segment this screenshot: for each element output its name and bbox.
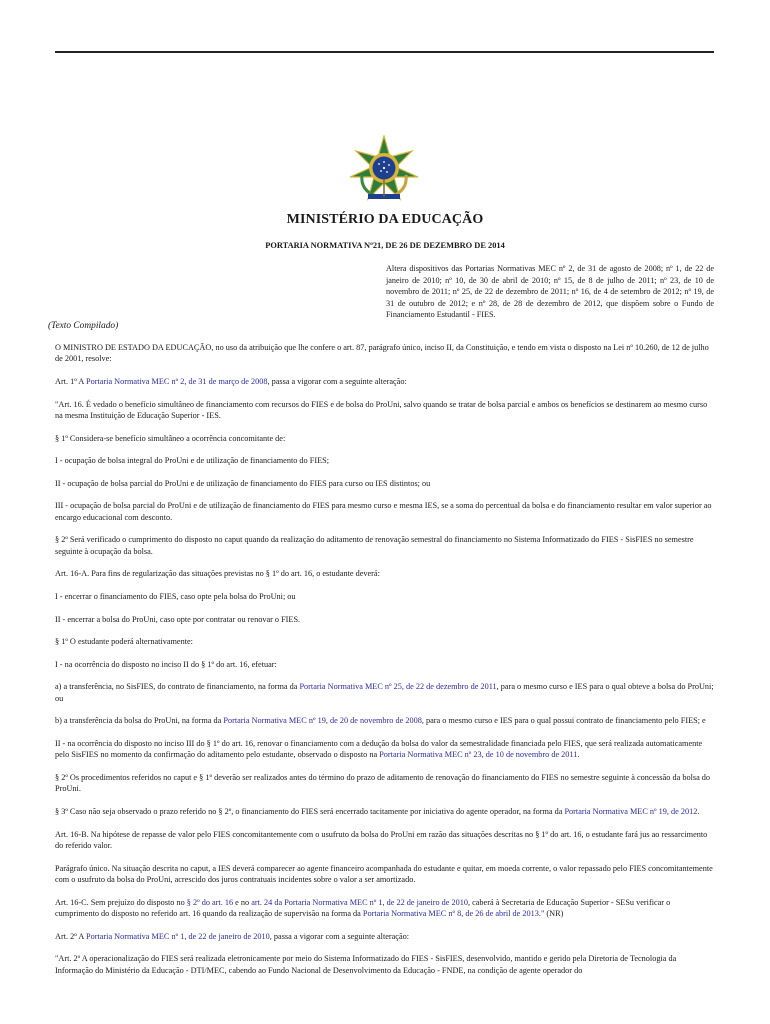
paragraph-16a-p1-inciso-i: I - na ocorrência do disposto no inciso II do § 1º do art. 16, efetuar: bbox=[55, 659, 277, 669]
top-rule bbox=[55, 51, 714, 53]
text-segment: , passa a vigorar com a seguinte alteração: bbox=[269, 931, 410, 941]
paragraph-16a-p3 bbox=[55, 806, 714, 817]
paragraph-16a-inciso-i: I - encerrar o financiamento do FIES, caso opte pela bolsa do ProUni; ou bbox=[55, 591, 296, 601]
paragraph-16a-p1-inciso-ii bbox=[55, 738, 714, 761]
paragraph-16b-sole: Parágrafo único. Na situação descrita no caput, a IES deverá comparecer ao agente financeiro acompanhada do estudante e quitar, em moeda corrente, o valor repassado pelo FIES concomitantemente com o usufruto da bolsa do ProUni, acrescido dos juros contratuais incidentes sobre o valor a ser amortizado. bbox=[55, 863, 713, 884]
paragraph-alinea-b bbox=[55, 715, 714, 726]
text-segment: . bbox=[697, 806, 700, 816]
text-segment: , caberá à Secretaria de Educação Superior - SESu verificar o cumprimento do disposto no referido art. 16 quando da realização de supervisão na forma da bbox=[55, 897, 671, 918]
paragraph-art-1 bbox=[55, 376, 714, 387]
paragraph-art-16-p2: § 2º Será verificado o cumprimento do disposto no caput quando da realização do aditamento de renovação semestral do financiamento no Sistema Informatizado do FIES - SisFIES no semestre seguinte à ocupação da bolsa. bbox=[55, 535, 694, 556]
link-portaria-2-2008[interactable]: Portaria Normativa MEC nº 2, de 31 de março de 2008 bbox=[85, 377, 268, 386]
link-portaria-25-2011[interactable]: Portaria Normativa MEC nº 25, de 22 de dezembro de 2011 bbox=[299, 682, 497, 692]
text-segment: . bbox=[577, 750, 580, 760]
paragraph-inciso-ii: II - ocupação de bolsa parcial do ProUni e de utilização de financiamento do FIES para curso ou IES distintos; ou bbox=[55, 478, 431, 488]
page-title: MINISTÉRIO DA EDUCAÇÃO bbox=[286, 212, 484, 227]
paragraph-preamble: O MINISTRO DE ESTADO DA EDUCAÇÃO, no uso da atribuição que lhe confere o art. 87, parágrafo único, inciso II, da Constituição, e tendo em vista o disposto na Lei nº 10.260, de 12 de julho de 2001, resolve: bbox=[55, 343, 709, 364]
paragraph-art-16-p1: § 1º Considera-se benefício simultâneo a ocorrência concomitante de: bbox=[55, 433, 286, 443]
document-body bbox=[55, 342, 714, 987]
text-segment: ." (NR) bbox=[538, 908, 564, 918]
link-portaria-23-2011[interactable]: Portaria Normativa MEC nº 23, de 10 de novembro de 2011 bbox=[379, 750, 578, 760]
link-art-16-p2[interactable]: § 2º do art. 16 bbox=[186, 897, 234, 907]
text-segment: Art. 1º A bbox=[55, 377, 86, 386]
paragraph-inciso-iii: III - ocupação de bolsa parcial do ProUni e de utilização de financiamento do FIES para mesmo curso e mesma IES, se a soma do percentual da bolsa e do financiamento resultar em valor superior ao encargo educacional com desconto. bbox=[55, 501, 712, 522]
ordinance-title: PORTARIA NORMATIVA Nº21, DE 26 DE DEZEMBRO DE 2014 bbox=[265, 241, 505, 250]
paragraph-art-16c bbox=[55, 897, 714, 920]
text-segment: , passa a vigorar com a seguinte alteração: bbox=[267, 377, 407, 386]
text-segment: a) a transferência, no SisFIES, do contrato de financiamento, na forma da bbox=[55, 682, 300, 692]
paragraph-alinea-a bbox=[55, 681, 714, 704]
link-portaria-1-2010[interactable]: Portaria Normativa MEC nº 1, de 22 de janeiro de 2010 bbox=[85, 931, 270, 941]
paragraph-inciso-i: I - ocupação de bolsa integral do ProUni e de utilização de financiamento do FIES; bbox=[55, 456, 329, 466]
text-segment: e no bbox=[233, 897, 252, 907]
link-art-24-portaria-1-2010[interactable]: art. 24 da Portaria Normativa MEC nº 1, de 22 de janeiro de 2010 bbox=[251, 897, 468, 907]
paragraph-art-16a: Art. 16-A. Para fins de regularização das situações previstas no § 1º do art. 16, o estudante deverá: bbox=[55, 569, 380, 579]
paragraph-art-16: "Art. 16. É vedado o benefício simultâneo de financiamento com recursos do FIES e de bolsa do ProUni, salvo quando se tratar de bolsa parcial e ambos os benefícios se destinarem ao mesmo curso na mesma Instituição de Educação Superior - IES. bbox=[55, 399, 708, 420]
paragraph-art-2-quote: "Art. 2º A operacionalização do FIES será realizada eletronicamente por meio do Sistema Informatizado do FIES - SisFIES, desenvolvido, mantido e gerido pela Diretoria de Tecnologia da Informação do Ministério da Educação - DTI/MEC, cabendo ao Fundo Nacional de Desenvolvimento da Educação - FNDE, na condição de agente operador do bbox=[55, 954, 677, 975]
link-portaria-19-2012[interactable]: Portaria Normativa MEC nº 19, de 2012 bbox=[564, 806, 698, 816]
paragraph-art-2 bbox=[55, 931, 714, 942]
compiled-text-note: (Texto Compilado) bbox=[48, 321, 119, 331]
text-segment: , para o mesmo curso e IES para o qual possui contrato de financiamento pelo FIES; e bbox=[421, 716, 706, 726]
link-portaria-8-2013[interactable]: Portaria Normativa MEC nº 8, de 26 de abril de 2013 bbox=[362, 908, 539, 918]
text-segment: Art. 2º A bbox=[55, 931, 86, 941]
paragraph-16a-inciso-ii: II - encerrar a bolsa do ProUni, caso opte por contratar ou renovar o FIES. bbox=[55, 614, 301, 624]
text-segment: Art. 16-C. Sem prejuízo do disposto no bbox=[55, 897, 187, 907]
paragraph-16a-p1: § 1º O estudante poderá alternativamente: bbox=[55, 637, 193, 647]
paragraph-16a-p2: § 2º Os procedimentos referidos no caput e § 1º deverão ser realizados antes do término do prazo de aditamento de renovação do financiamento do FIES no semestre seguinte à concessão da bolsa do ProUni. bbox=[55, 772, 711, 794]
text-segment: § 3º Caso não seja observado o prazo referido no § 2º, o financiamento do FIES será encerrado tacitamente por iniciativa do agente operador, na forma da bbox=[55, 806, 565, 816]
brazil-coat-of-arms-emblem bbox=[348, 135, 420, 203]
text-segment: b) a transferência da bolsa do ProUni, na forma da bbox=[55, 716, 224, 726]
text-segment: , para o mesmo curso e IES para o qual obteve a bolsa do ProUni; ou bbox=[55, 682, 714, 703]
text-segment: II - na ocorrência do disposto no inciso III do § 1º do art. 16, renovar o financiamento com a dedução da bolsa do valor da semestralidade financiada pelo FIES, que será realizada automaticamente pelo SisFIES no momento da confirmação do aditamento pelo estudante, observado o disposto na bbox=[55, 738, 703, 760]
paragraph-art-16b: Art. 16-B. Na hipótese de repasse de valor pelo FIES concomitantemente com o usufruto da bolsa do ProUni em razão das situações descritas no § 1º do art. 16, o estudante fará jus ao ressarcimento do referido valor. bbox=[55, 829, 708, 850]
link-portaria-19-2008[interactable]: Portaria Normativa MEC nº 19, de 20 de novembro de 2008 bbox=[223, 716, 422, 726]
ementa-summary: Altera dispositivos das Portarias Normativas MEC nº 2, de 31 de agosto de 2008; nº 1, de 22 de janeiro de 2010; nº 10, de 30 de abril de 2010; nº 15, de 8 de julho de 2011; nº 23, de 10 de novembro de 2011; nº 25, de 22 de dezembro de 2011; nº 16, de 4 de setembro de 2012; nº 19, de 31 de outubro de 2012; e nº 28, de 28 de dezembro de 2012, que dispõem sobre o Fundo de Financiamento Estudantil - FIES. bbox=[386, 264, 714, 320]
